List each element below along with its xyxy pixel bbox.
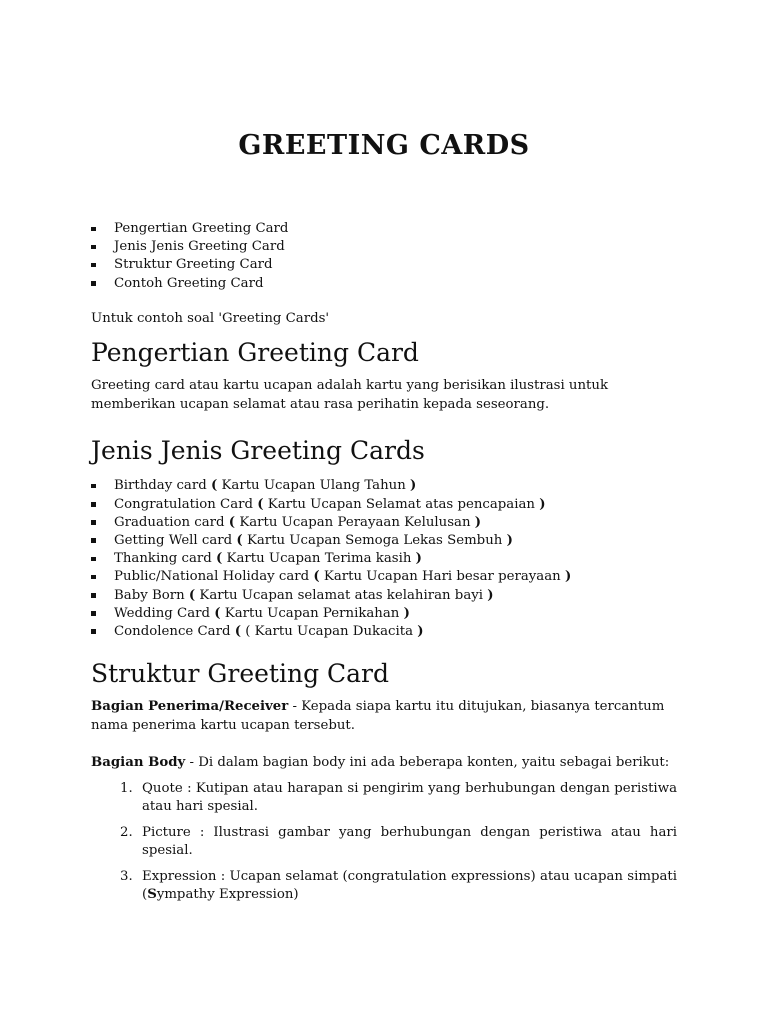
list-item: Thanking card ( Kartu Ucapan Terima kasih ) [91,550,677,568]
bullet-icon [91,538,96,543]
bullet-icon [91,611,96,616]
document-content [91,220,677,905]
toc-item: Struktur Greeting Card [91,256,677,274]
bullet-icon [91,484,96,489]
list-item: Baby Born ( Kartu Ucapan selamat atas kelahiran bayi ) [91,587,677,605]
bullet-icon [91,557,96,562]
section-heading-pengertian: Pengertian Greeting Card [91,338,419,368]
list-item: Congratulation Card ( Kartu Ucapan Selamat atas pencapaian ) [91,496,677,514]
bullet-icon [91,593,96,598]
list-item: Condolence Card ( ( Kartu Ucapan Dukacita ) [91,623,677,641]
document-title: GREETING CARDS [238,130,530,161]
list-item: Graduation card ( Kartu Ucapan Perayaan Kelulusan ) [91,514,677,532]
receiver-label: Bagian Penerima/Receiver [91,699,289,715]
body-paragraph [91,754,677,773]
toc-item: Contoh Greeting Card [91,275,677,293]
bullet-icon [91,245,96,250]
section-heading-struktur: Struktur Greeting Card [91,659,390,689]
intro-note: Untuk contoh soal 'Greeting Cards' [91,310,330,326]
list-item: Public/National Holiday card ( Kartu Ucapan Hari besar perayaan ) [91,568,677,586]
bullet-icon [91,575,96,580]
bullet-icon [91,227,96,232]
bullet-icon [91,502,96,507]
toc-item: Jenis Jenis Greeting Card [91,238,677,256]
bullet-icon [91,281,96,286]
table-of-contents [91,220,677,293]
bullet-icon [91,520,96,525]
bullet-icon [91,263,96,268]
body-items-list [91,780,677,905]
list-item: Getting Well card ( Kartu Ucapan Semoga Lekas Sembuh ) [91,532,677,550]
list-item: 1. Quote : Kutipan atau harapan si pengirim yang berhubungan dengan peristiwa atau hari spesial. [120,780,677,815]
list-item: Wedding Card ( Kartu Ucapan Pernikahan ) [91,605,677,623]
receiver-paragraph [91,698,677,735]
bullet-icon [91,629,96,634]
pengertian-body: Greeting card atau kartu ucapan adalah kartu yang berisikan ilustrasi untuk memberikan ucapan selamat atau rasa perihatin kepada seseorang. [91,378,609,412]
list-item: 2. Picture : Ilustrasi gambar yang berhubungan dengan peristiwa atau hari spesial. [120,824,677,859]
body-label: Bagian Body [91,755,186,771]
jenis-list [91,477,677,641]
receiver-text: - Kepada siapa kartu itu ditujukan, biasanya tercantum nama penerima kartu ucapan tersebut. [91,699,665,733]
body-text: - Di dalam bagian body ini ada beberapa konten, yaitu sebagai berikut: [185,755,670,771]
section-heading-jenis: Jenis Jenis Greeting Cards [91,436,425,466]
list-item: Birthday card ( Kartu Ucapan Ulang Tahun ) [91,477,677,495]
toc-item: Pengertian Greeting Card [91,220,677,238]
list-item: 3. Expression : Ucapan selamat (congratulation expressions) atau ucapan simpati (Sympathy Expression) [120,868,677,903]
